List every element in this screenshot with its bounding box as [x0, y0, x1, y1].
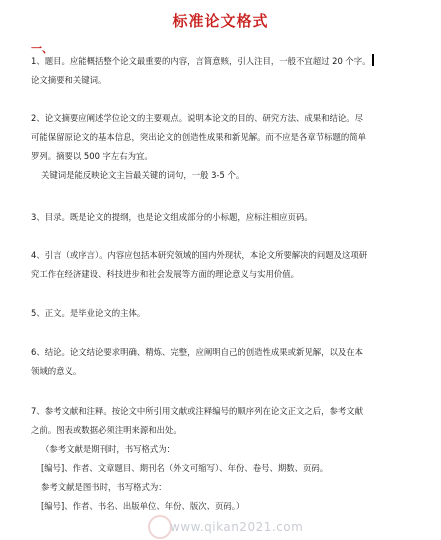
- paragraph-4: [31, 246, 403, 284]
- paragraph-7-line-5: 参考文献是图书时，书写格式为：: [41, 482, 167, 492]
- paragraph-5: [31, 304, 403, 323]
- paragraph-3: [31, 208, 403, 227]
- watermark-logo-icon: [148, 515, 172, 539]
- paragraph-2-line-2: 可能保留原论文的基本信息，突出论文的创造性成果和新见解。而不应是各章节标题的简单: [31, 132, 366, 142]
- paragraph-6-line-1: 6、结论。论文结论要求明确、精炼、完整，应阐明自己的创造性成果或新见解，以及在本: [31, 347, 363, 357]
- paragraph-7-line-4: [编号]、作者、文章题目、期刊名（外文可缩写）、年份、卷号、期数、页码。: [41, 463, 329, 473]
- paragraph-2-line-1: 2、论文摘要应阐述学位论文的主要观点。说明本论文的目的、研究方法、成果和结论。尽: [31, 113, 363, 123]
- paragraph-7-line-1: 7、参考文献和注释。按论文中所引用文献或注释编号的顺序列在论文正文之后，参考文献: [31, 406, 363, 416]
- paragraph-7: [31, 402, 403, 516]
- text-cursor: [372, 54, 374, 66]
- paragraph-4-line-1: 4、引言（或序言）。内容应包括本研究领域的国内外现状，本论文所要解决的问题及这项研: [31, 250, 368, 260]
- document-title: 标准论文格式: [172, 12, 269, 30]
- paragraph-2: [31, 109, 403, 185]
- paragraph-5-line-1: 5、正文。是毕业论文的主体。: [31, 308, 146, 318]
- paragraph-1-line-2: 论文摘要和关键词。: [31, 75, 107, 85]
- paragraph-2-line-4: 关键词是能反映论文主旨最关键的词句，一般 3-5 个。: [41, 170, 245, 180]
- section-heading: 一、: [31, 42, 53, 55]
- paragraph-7-line-3: （参考文献是期刊时，书写格式为：: [41, 444, 175, 454]
- paragraph-6-line-2: 领域的意义。: [31, 366, 82, 376]
- paragraph-7-line-6: [编号]、作者、书名、出版单位、年份、版次、页码。）: [41, 501, 245, 511]
- paragraph-7-line-2: 之前。图表或数据必须注明来源和出处。: [31, 425, 182, 435]
- paragraph-2-line-3: 罗列。摘要以 500 字左右为宜。: [31, 151, 153, 161]
- paragraph-3-line-1: 3、目录。既是论文的提纲，也是论文组成部分的小标题，应标注相应页码。: [31, 212, 313, 222]
- paragraph-1: [31, 52, 403, 90]
- paragraph-4-line-2: 究工作在经济建设、科技进步和社会发展等方面的理论意义与实用价值。: [31, 269, 299, 279]
- watermark-text: www.qikan2021.com: [170, 520, 304, 534]
- paragraph-6: [31, 343, 403, 381]
- paragraph-1-line-1: 1、题目。应能概括整个论文最重要的内容，言简意赅，引人注目，一般不宜超过 20 个字。: [31, 52, 403, 71]
